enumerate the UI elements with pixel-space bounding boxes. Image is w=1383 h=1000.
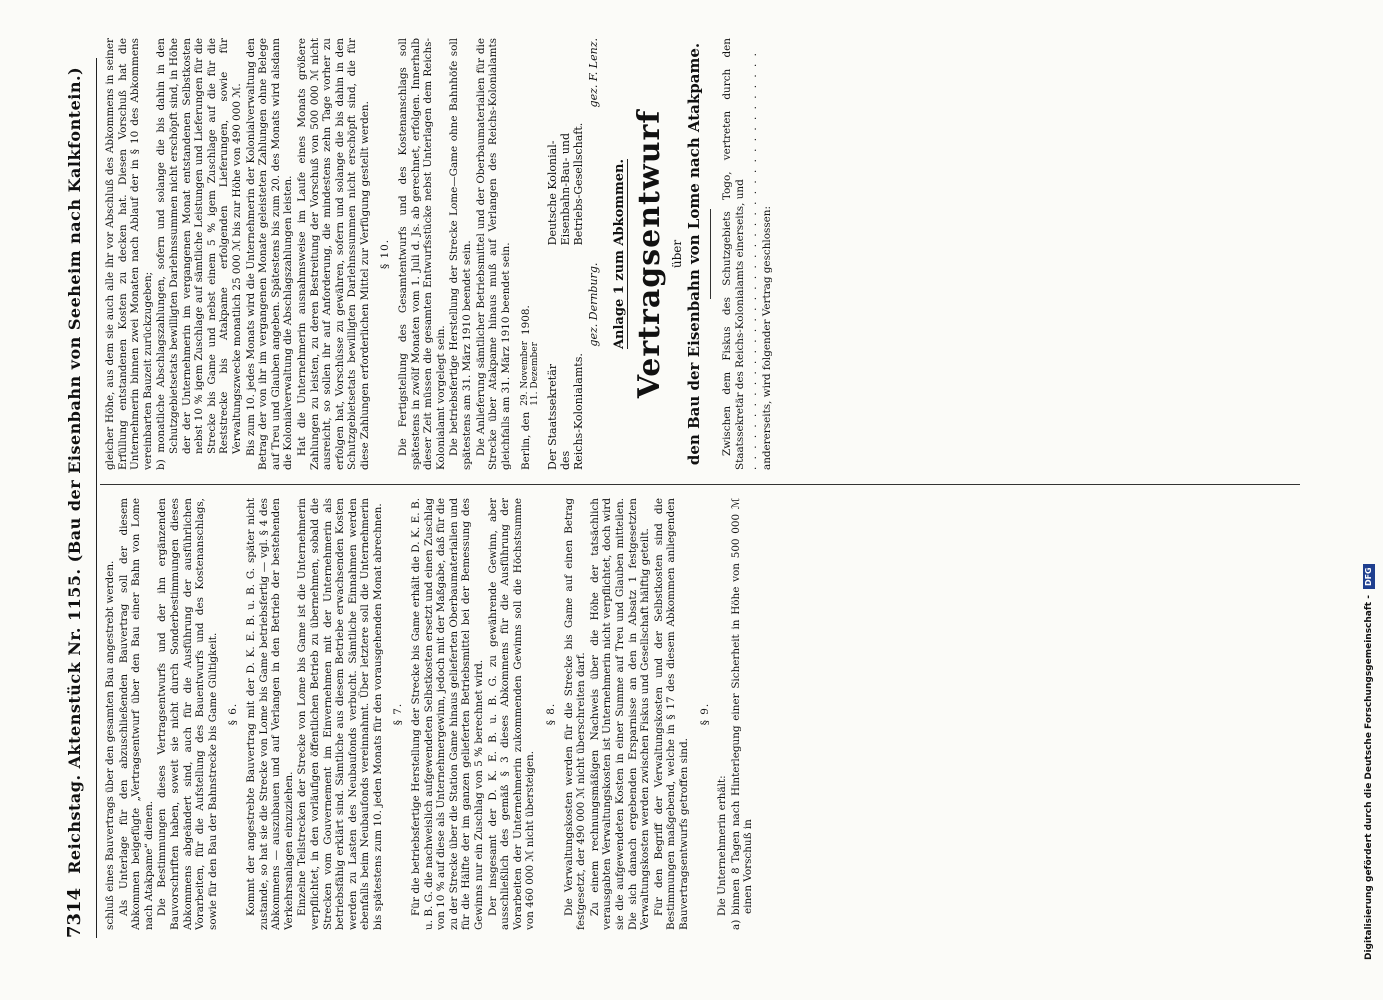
paragraph: Die Anlieferung sämtlicher Betriebsmittel und der Oberbaumaterialien für die Strecke über Atakpame hinaus muß auf Verlangen des Reichs-Kolonialamts gleichfalls am 31. März 1910 beendet sein. [474, 38, 512, 470]
paragraph: Kommt der angestrebte Bauvertrag mit der D. K. E. B. u. B. G. später nicht zustande, so hat sie die Strecke von Lome bis Game betriebsfertig — vgl. § 4 des Abkommens — auszubauen und auf Verlangen in den Betrieb der bestehenden Verkehrsanlagen einzuziehen. [244, 498, 295, 930]
section-heading-7: § 7. [392, 702, 405, 726]
header-title: Reichstag. Aktenstück Nr. 1155. (Bau der Eisenbahn von Seeheim nach Kalkfontein.) [65, 66, 84, 874]
paragraph: Die Fertigstellung des Gesamtentwurfs und des Kostenanschlags soll spätestens in zwölf Monaten vom 1. Juli d. Js. ab gerechnet, erfolgen. Innerhalb dieser Zeit müssen die gesamten Entwurfsstücke nebst Unterlagen dem Reichs-Kolonialamt vorgelegt sein. [397, 38, 447, 470]
list-item-b: b) monatliche Abschlagszahlungen, sofern und solange die bis dahin in den Schutzgebietsetats bewilligten Darlehnssummen nicht erschöpft sind, in Höhe der der Unternehmerin im vergangenen Monat entstandenen Selbstkosten nebst 10 % igem Zuschlage auf sämtliche Leistungen und Lieferungen für die Strecke bis Game und nebst einem 5 % igem Zuschlage auf die für die Reststrecke bis Atakpame erfolgenden Lieferungen, sowie für Verwaltungszwecke monatlich 25 000 ℳ bis zur Höhe von 490 000 ℳ. [155, 38, 243, 470]
paragraph: Der insgesamt der D. K. E. B. u. B. G. zu gewährende Gewinn, aber ausschließlich des gemäß § 3 dieses Abkommens für die Ausführung der Vorarbeiten der Unternehmerin zukommenden Gewinns soll die Höchstsumme von 460 000 ℳ nicht übersteigen. [486, 498, 537, 930]
paragraph: Hat die Unternehmerin ausnahmsweise im Laufe eines Monats größere Zahlungen zu leisten, zu deren Bestreitung der Vorschuß von 500 000 ℳ nicht ausreicht, so sollen ihr auf Anforderung, die mindestens zehn Tage vorher zu erfolgen hat, Vorschüsse zu gewähren, sofern und solange die bis dahin in den Schutzgebietsetats bewilligten Darlehnssummen nicht erschöpft sind, die für diese Zahlungen erforderlichen Mittel zur Verfügung gestellt werden. [295, 38, 371, 470]
signatory-name: gez. F. Lenz. [587, 38, 601, 108]
signature-line: Betriebs-Gesellschaft. [572, 122, 586, 246]
signature-block [546, 38, 600, 470]
paragraph: Für den Begriff der Verwaltungskosten und der Selbstkosten sind die Bestimmungen maßgebend, welche in § 17 des diesem Abkommen anliegenden Bauvertragsentwurfs getroffen sind. [652, 498, 690, 930]
place-date [520, 38, 540, 470]
paragraph: Bis zum 10. jedes Monats wird die Unternehmerin der Kolonialverwaltung den Betrag der von ihr im vergangenen Monate geleisteten Zahlungen ohne Belege auf Treu und Glauben angeben. Spätestens bis zum 20. des Monats wird alsdann die Kolonialverwaltung die Abschlagszahlungen leisten. [244, 38, 295, 470]
paragraph: Für die betriebsfertige Herstellung der Strecke bis Game erhält die D. K. E. B. u. B. G. die nachweislich aufgewendeten Selbstkosten ersetzt und einen Zuschlag von 10 % auf diese als Unternehmergewinn, jedoch mit der Maßgabe, daß für die zu der Strecke über die Station Game hinaus gelieferten Oberbaumaterialien und für die Hälfte der im ganzen gelieferten Betriebsmittel bei der Bemessung des Gewinns nur ein Zuschlag von 5 % berechnet wird. [410, 498, 486, 930]
paragraph: gleicher Höhe, aus dem sie auch alle ihr vor Abschluß des Abkommens in seiner Erfüllung entstandenen Kosten zu decken hat. Diesen Vorschuß hat die Unternehmerin binnen zwei Monaten nach Ablauf der in § 10 des Abkommens vereinbarten Bauzeit zurückzugeben; [104, 38, 154, 470]
annex-heading [614, 38, 627, 470]
paragraph: Als Unterlage für den abzuschließenden Bauvertrag soll der diesem Abkommen beigefügte „Vertragsentwurf über den Bau einer Bahn von Lome nach Atakpame“ dienen. [117, 498, 155, 930]
signatory-name: gez. Dernburg. [587, 262, 601, 347]
signature-line: Deutsche Kolonial- [546, 140, 560, 246]
signature-line: Reichs-Kolonialamts. [572, 353, 586, 470]
paragraph: Zwischen dem Fiskus des Schutzgebiets Togo, vertreten durch den Staatssekretär des Reichs-Kolonialamts einerseits, und [721, 38, 746, 470]
paragraph: Einzelne Teilstrecken der Strecke von Lome bis Game ist die Unternehmerin verpflichtet, in den vorläufigen öffentlichen Betrieb zu übernehmen, sobald die Strecken vom Gouvernement im Einvernehmen mit der Unternehmerin als betriebsfähig erklärt sind. Sämtliche aus diesem Betriebe erwachsenden Kosten werden zu Lasten des Neubaufonds verbucht. Sämtliche Einnahmen werden ebenfalls beim Neubaufonds vereinnahmt. Über letztere soll die Unternehmerin bis spätestens zum 10. jeden Monats für den vorausgehenden Monat abrechnen. [296, 498, 384, 930]
document-subtitle: den Bau der Eisenbahn von Lome nach Atakpame. [684, 42, 703, 466]
document-title-connector: über [670, 239, 684, 269]
dfg-logo: DFG [1363, 564, 1375, 589]
year: 1908. [520, 305, 533, 335]
page-number: 7314 [64, 887, 85, 938]
date-bottom: 11. Dezember [530, 342, 541, 406]
signature-line: Eisenbahn-Bau- und [559, 132, 573, 246]
date-stack [520, 341, 540, 406]
paragraph: schluß eines Bauvertrags über den gesamten Bau angestrebt werden. [104, 560, 116, 930]
paragraph: andererseits, wird folgender Vertrag geschlossen: [760, 205, 773, 470]
paragraph: Die Unternehmerin erhält: [716, 775, 729, 916]
digitization-credit [1362, 60, 1376, 960]
signature-line: des [559, 450, 573, 470]
section-heading-6: § 6. [227, 702, 240, 726]
paragraph: Zu einem rechnungsmäßigen Nachweis über die Höhe der tatsächlich verausgabten Verwaltungskosten ist Unternehmerin nicht verpflichtet, doch wird sie die aufgewendeten Kosten in einer Summe auf Treu und Glauben mitteilen. Die sich danach ergebenden Ersparnisse an den in Absatz 1 festgesetzten Verwaltungskosten werden zwischen Fiskus und Gesellschaft hälftig geteilt. [588, 498, 652, 930]
annex-heading-text: Anlage 1 zum Abkommen. [612, 158, 628, 350]
signature-line: Der Staatssekretär [546, 363, 560, 470]
divider [710, 209, 711, 299]
header-rule [96, 58, 97, 938]
section-heading-9: § 9. [698, 702, 711, 726]
list-item-a: a) binnen 8 Tagen nach Hinterlegung einer Sicherheit in Höhe von 500 000 ℳ einen Vorschuß in [729, 498, 755, 930]
signature-right [546, 38, 600, 245]
document-title: Vertragsentwurf [632, 109, 667, 399]
date-top: 29. November [520, 340, 531, 406]
dotted-fill-line: . . . . . . . . . . . . . . . . . . . . . . . . . . . . . . . . . . . . . . . . [747, 51, 760, 470]
section-heading-8: § 8. [545, 702, 557, 726]
section-heading-10: § 10. [379, 238, 392, 270]
signature-left [546, 263, 600, 470]
credit-text: Digitalisierung gefördert durch die Deutsche Forschungsgemeinschaft - [1364, 595, 1374, 960]
column-divider [100, 484, 1300, 485]
place: Berlin, den [520, 411, 533, 470]
paragraph: Die Bestimmungen dieses Vertragsentwurfs und der ihn ergänzenden Bauvorschriften haben, soweit sie nicht durch Sonderbestimmungen dieses Abkommens abgeändert sind, auch für die Ausführung der ausführlichen Vorarbeiten, für die Aufstellung des Bauentwurfs und des Kostenanschlags, sowie für den Bau der Bahnstrecke bis Game Gültigkeit. [156, 498, 219, 930]
paragraph: Die Verwaltungskosten werden für die Strecke bis Game auf einen Betrag festgesetzt, der 490 000 ℳ nicht überschreiten darf. [562, 498, 588, 930]
paragraph: Die betriebsfertige Herstellung der Strecke Lome—Game ohne Bahnhöfe soll spätestens am 31. März 1910 beendet sein. [448, 38, 474, 470]
right-column [104, 38, 1279, 470]
page-header [64, 58, 98, 938]
left-column [104, 498, 1279, 930]
